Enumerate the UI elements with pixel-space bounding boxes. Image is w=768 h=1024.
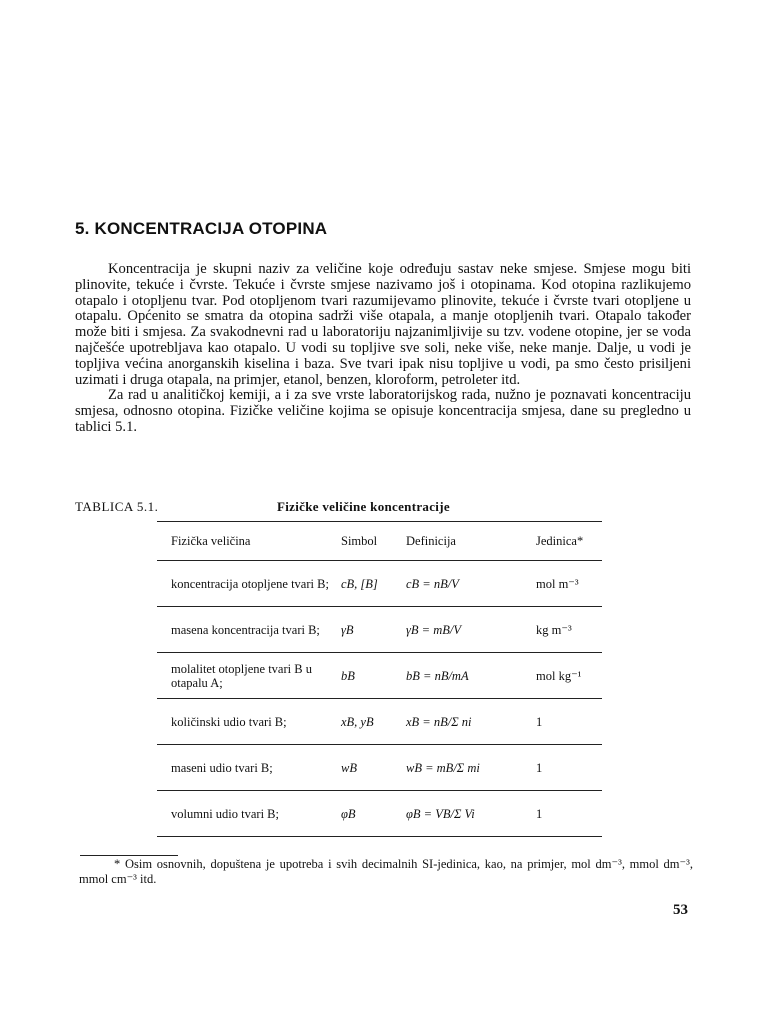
cell-symbol: φB bbox=[341, 806, 356, 821]
cell-definition: bB = nB/mA bbox=[406, 668, 469, 683]
cell-quantity: molalitet otopljene tvari B u otapalu A; bbox=[171, 661, 312, 690]
cell-quantity: količinski udio tvari B; bbox=[171, 714, 287, 729]
cell-definition: γB = mB/V bbox=[406, 622, 462, 637]
cell-symbol: wB bbox=[341, 760, 357, 775]
table-row bbox=[157, 653, 602, 699]
header-unit: Jedinica* bbox=[536, 534, 584, 548]
table-row bbox=[157, 699, 602, 745]
cell-symbol: xB, yB bbox=[341, 714, 374, 729]
header-symbol: Simbol bbox=[341, 534, 378, 548]
cell-quantity: maseni udio tvari B; bbox=[171, 760, 273, 775]
table-header-row bbox=[157, 522, 602, 561]
cell-unit: mol m⁻³ bbox=[536, 576, 579, 591]
cell-symbol: bB bbox=[341, 668, 355, 683]
table-row bbox=[157, 745, 602, 791]
table-row bbox=[157, 561, 602, 607]
header-quantity: Fizička veličina bbox=[171, 534, 251, 548]
cell-definition: wB = mB/Σ mi bbox=[406, 760, 480, 775]
paragraph-2: Za rad u analitičkoj kemiji, a i za sve vrste laboratorijskog rada, nužno je poznavati koncentraciju smjesa, odnosno otopina. Fizičke veličine kojima se opisuje koncentracija smjesa, dane su pregledno u tablici 5.1. bbox=[75, 387, 691, 435]
table-row bbox=[157, 607, 602, 653]
cell-definition: xB = nB/Σ ni bbox=[406, 714, 472, 729]
cell-quantity: volumni udio tvari B; bbox=[171, 806, 279, 821]
footnote bbox=[79, 857, 693, 886]
paragraph-1: Koncentracija je skupni naziv za veličine koje određuju sastav neke smjese. Smjese mogu biti plinovite, tekuće i čvrste. Tekuće i čvrste smjese nazivamo još i otopinama. Kod otopina razlikujemo otapalo i otopljenu tvar. Pod otopljenom tvari razumijevamo plinovite, tekuće i čvrste tvari otopljene u otapalu. Općenito se smatra da otopina sadrži više otapala, a manje otopljenih tvari. Otapalo također može biti i smjesa. Za svakodnevni rad u laboratoriju najzanimljivije su tzv. vodene otopine, jer se voda najčešće upotrebljava kao otapalo. U vodi su topljive sve soli, neke više, neke manje. Dalje, u vodi je topljiva većina anorganskih kiselina i baza. Sve tvari ipak nisu topljive u vodi, pa smo često prisiljeni uzimati i druga otapala, na primjer, etanol, benzen, kloroform, petroleter itd. bbox=[75, 261, 691, 388]
section-heading: 5. KONCENTRACIJA OTOPINA bbox=[75, 219, 328, 238]
cell-symbol: γB bbox=[341, 622, 354, 637]
cell-quantity: koncentracija otopljene tvari B; bbox=[171, 576, 329, 591]
cell-definition: cB = nB/V bbox=[406, 576, 459, 591]
footnote-divider bbox=[80, 855, 178, 856]
cell-unit: kg m⁻³ bbox=[536, 622, 572, 637]
cell-unit: mol kg⁻¹ bbox=[536, 668, 582, 683]
cell-unit: 1 bbox=[536, 806, 543, 821]
cell-quantity: masena koncentracija tvari B; bbox=[171, 622, 320, 637]
table-number: TABLICA 5.1. bbox=[75, 499, 159, 514]
cell-symbol: cB, [B] bbox=[341, 576, 378, 591]
page-number: 53 bbox=[673, 902, 688, 918]
footnote-text: * Osim osnovnih, dopuštena je upotreba i svih decimalnih SI-jedinica, kao, na primjer, mol dm⁻³, mmol dm⁻³, mmol cm⁻³ itd. bbox=[79, 857, 693, 886]
table-row bbox=[157, 791, 602, 837]
header-definition: Definicija bbox=[406, 534, 456, 548]
cell-definition: φB = VB/Σ Vi bbox=[406, 806, 475, 821]
cell-unit: 1 bbox=[536, 760, 543, 775]
body-text bbox=[75, 262, 691, 436]
cell-unit: 1 bbox=[536, 714, 543, 729]
concentration-table bbox=[157, 521, 602, 837]
table-title: Fizičke veličine koncentracije bbox=[277, 499, 450, 514]
